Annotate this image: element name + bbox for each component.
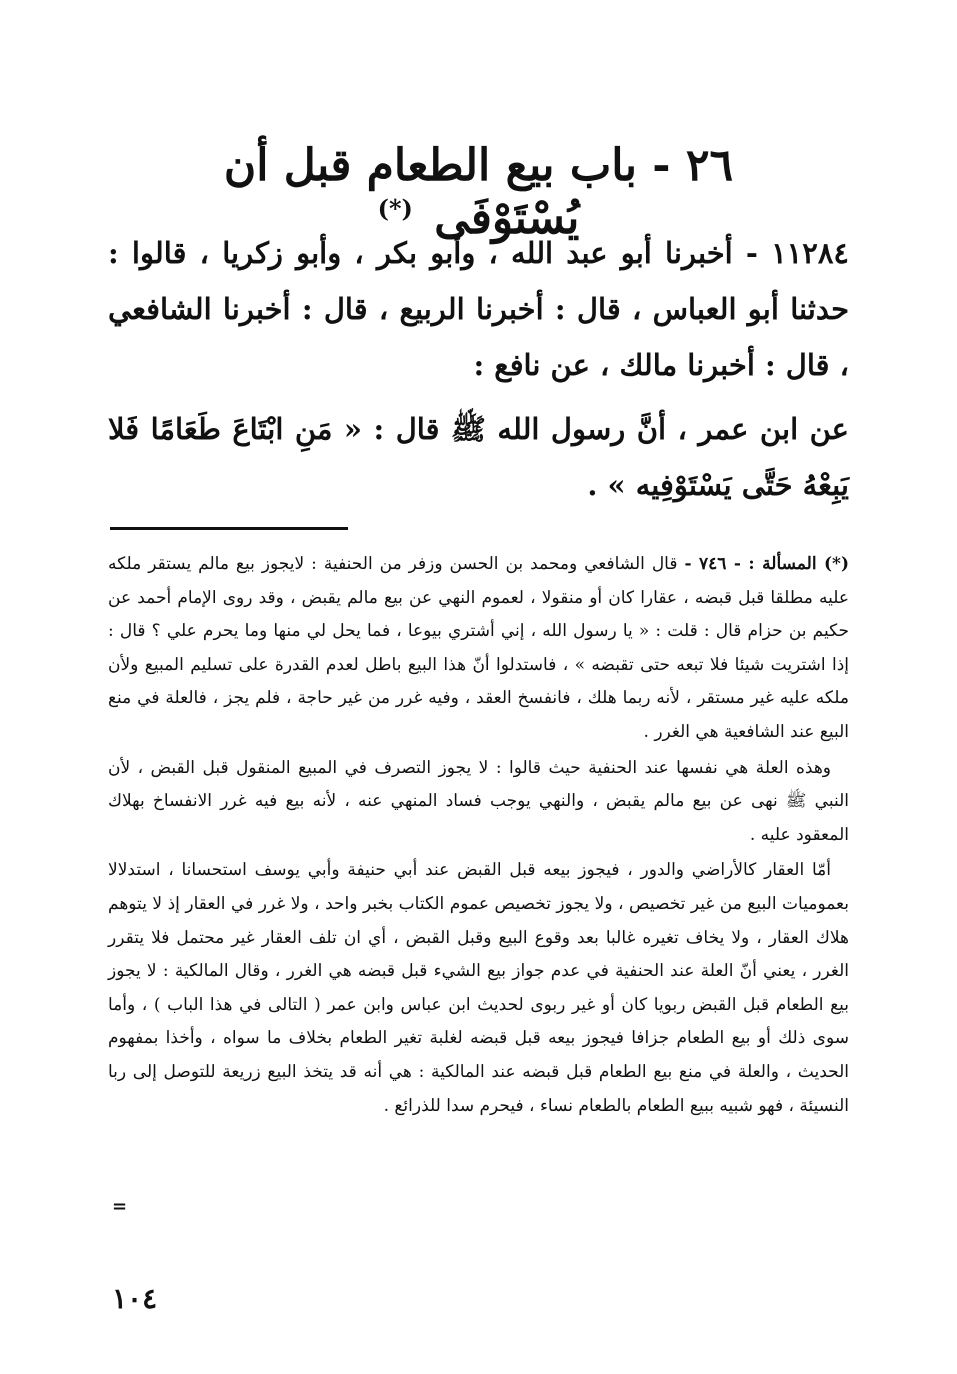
continuation-mark: = — [112, 1196, 128, 1217]
footnote-paragraph: وهذه العلة هي نفسها عند الحنفية حيث قالوا : لا يجوز التصرف في المبيع المنقول قبل القبض ، لأن النبي ﷺ نهى عن بيع مالم يقبض ، والنهي يوجب فساد المنهي عنه ، لأنه بيع فيه غرر الانفساخ بهلاك المعقود عليه . — [108, 757, 849, 845]
page-number: ١٠٤ — [112, 1282, 158, 1315]
footnote-text: قال الشافعي ومحمد بن الحسن وزفر من الحنفية : لايجوز بيع مالم يستقر ملكه عليه مطلقا قبل قبضه ، عقارا كان أو منقولا ، لعموم النهي عن بيع مالم يقبض ، وقد روى الإمام أحمد عن حكيم بن حزام قال : قلت : « يا رسول الله ، إني أشتري بيوعا ، فما يحل لي منها وما يحرم علي ؟ قال : إذا اشتريت شيئا فلا تبعه حتى تقبضه » ، فاستدلوا أنّ هذا البيع باطل لعدم القدرة على تسليم المبيع ولأن ملكه عليه غير مستقر ، لأنه ربما هلك ، فانفسخ العقد ، وفيه غرر من غير حاجة ، فلم يجز ، فالعلة في منع البيع عند الشافعية هي الغرر . — [108, 554, 849, 742]
footnotes — [108, 548, 849, 1123]
chapter-footnote-marker: (*) — [377, 194, 413, 224]
matn-paragraph: عن ابن عمر ، أنَّ رسول الله ﷺ قال : « مَنِ ابْتَاعَ طَعَامًا فَلا يَبِعْهُ حَتَّى يَسْتَوْفِيه » . — [108, 412, 849, 502]
footnote-divider — [110, 527, 348, 530]
chapter-title-text: ٢٦ - باب بيع الطعام قبل أن يُسْتَوْفَى — [223, 140, 734, 244]
footnote-paragraph — [108, 548, 849, 750]
footnote-paragraph: أمّا العقار كالأراضي والدور ، فيجوز بيعه قبل القبض عند أبي حنيفة وأبي يوسف استحسانا ، استدلالا بعموميات البيع من غير تخصيص ، ولا يجوز تخصيص عموم الكتاب بخبر واحد ، ولا غرر في العقار إذ لا يتوهم هلاك العقار ، ولا يخاف تغيره غالبا بعد وقوع البيع وقبل القبض ، أي ان تلف العقار غير محتمل فلا يتقرر الغرر ، يعني أنّ العلة عند الحنفية في عدم جواز بيع الشيء قبل قبضه هي الغرر ، وقال المالكية : لا يجوز بيع الطعام قبل القبض ربويا كان أو غير ربوى لحديث ابن عباس وابن عمر ( التالى في هذا الباب ) ، وأما سوى ذلك أو بيع الطعام جزافا فيجوز بيعه قبل قبضه لغلبة تغير الطعام بخلاف ما سواه ، وأخذا بمفهوم الحديث ، والعلة في منع بيع الطعام قبل قبضه عند المالكية : هي أنه قد يتخذ البيع زريعة للتوصل إلى ربا النسيئة ، فهو شبيه ببيع الطعام بالطعام نساء ، فيحرم سدا للذرائع . — [108, 860, 849, 1116]
hadith-text — [108, 225, 849, 513]
isnad-paragraph: ١١٢٨٤ - أخبرنا أبو عبد الله ، وأبو بكر ، وأبو زكريا ، قالوا : حدثنا أبو العباس ، قال : أخبرنا الربيع ، قال : أخبرنا الشافعي ، قال : أخبرنا مالك ، عن نافع : — [108, 236, 849, 382]
footnote-heading: (*) المسألة : - ٧٤٦ - — [684, 554, 849, 574]
